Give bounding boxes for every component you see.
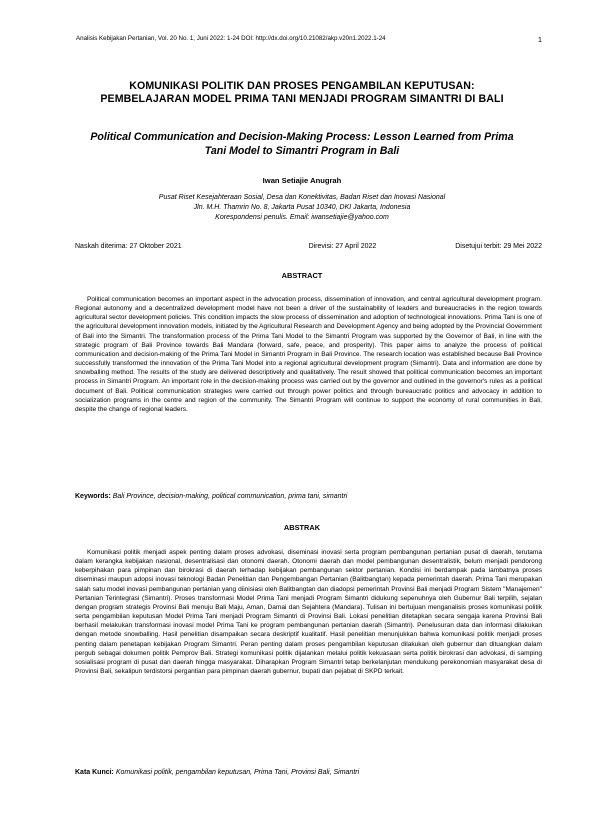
affiliation-address: Jln. M.H. Thamrin No. 8, Jakarta Pusat 10340, DKI Jakarta, Indonesia [193, 204, 411, 211]
paper-title-indonesian: KOMUNIKASI POLITIK DAN PROSES PENGAMBILAN KEPUTUSAN: PEMBELAJARAN MODEL PRIMA TANI MENJADI PROGRAM SIMANTRI DI BALI [100, 80, 504, 105]
abstract-body: Political communication becomes an important aspect in the advocation process, dissemination of innovation, and central agricultural development program. Regional autonomy and a decentralized development model have not been a driver of the sustainability of leaders and bureaucracies in the region towards agricultural sector development policies. This condition impacts the slow process of dissemination and adoption of technological innovations. Prima Tani is one of the agricultural development innovation models, initiated by the Agricultural Research and Development Agency and being adopted by the Provincial Government of Bali into the Simantri. The transformation process of the Prima Tani Model to the Simantri Program was supported by the Governor of Bali, in line with the strategic program of Bali Province towards Bali Mandara (forward, safe, peace, and prosperity). This paper aims to analyze the process of political communication and decision-making of the Prima Tani Model in Simantri Program in Bali Province. The research location was established because Bali Province successfully transformed the innovation of the Prima Tani Model into a regional agricultural development program (Simantri). Data and information are done by snowballing method. The results of the study are delivered descriptively and qualitatively. The result showed that political communication becomes an important process in Simantri Program. An important role in the decision-making process was carried out by the governor and outlined in the governor's rules as a political document of Bali. Political communication strategies were carried out through power politics and through bureaucratic politics and advocacy in addition to socialization programs in the centre and region of the community. The Simantri Program will continue to support the economy of rural communities in Bali, despite the change of regional leaders. [75, 296, 542, 413]
correspondence-email: Korespondensi penulis. Email: iwansetiajie@yahoo.com [215, 214, 389, 221]
keywords-indonesian [75, 769, 542, 776]
abstrak-heading: ABSTRAK [283, 523, 321, 532]
keywords-label: Keywords: [75, 493, 111, 500]
kata-kunci-list: Komunikasi politik, pengambilan keputusan, Prima Tani, Provinsi Bali, Simantri [115, 769, 360, 776]
date-received: Naskah diterima: 27 Oktober 2021 [75, 243, 182, 250]
journal-citation: Analisis Kebijakan Pertanian, Vol. 20 No. 1, Juni 2022: 1-24 DOI: http://dx.doi.org/10.21082/akp.v20n1.2022.1-24 [76, 35, 386, 42]
date-revised: Direvisi: 27 April 2022 [308, 243, 377, 250]
affiliation-institution: Pusat Riset Kesejahteraan Sosial, Desa dan Konektivitas, Badan Riset dan Inovasi Nasional [158, 194, 446, 201]
paper-title-english: Political Communication and Decision-Making Process: Lesson Learned from Prima Tani Model to Simantri Program in Bali [90, 131, 514, 157]
author-name: Iwan Setiajie Anugrah [262, 176, 342, 185]
abstrak-body: Komunikasi politik menjadi aspek penting dalam proses advokasi, diseminasi inovasi serta program pembangunan pertanian pusat di daerah, terutama dalam kerangka kebijakan nasional, desentralisasi dan otonomi daerah. Otonomi daerah dan model pembangunan desentralistik, belum menjadi pendorong keberpihakan para pimpinan dan birokrasi di daerah terhadap kebijakan pembangunan sektor pertanian. Kondisi ini berdampak pada lambatnya proses diseminasi maupun adopsi inovasi teknologi Badan Penelitian dan Pengembangan Pertanian (Balitbangtan) kepada pemerintah daerah. Prima Tani merupakan salah satu model inovasi pembangunan pertanian yang diinisiasi oleh Balitbangtan dan diadopsi pemerintah Provinsi Bali menjadi Program Sistem "Manajemen" Pertanian Terintegrasi (Simantri). Proses transformasi Model Prima Tani menjadi Program Simantri didukung sepenuhnya oleh Gubernur Bali terpilih, sejalan dengan program strategis Provinsi Bali menuju Bali Maju, Aman, Damai dan Sejahtera (Mandara). Tulisan ini bertujuan menganalisis proses komunikasi politik serta pengambilan keputusan Model Prima Tani menjadi Program Simantri di Provinsi Bali. Lokasi penelitian ditetapkan secara sengaja karena Provinsi Bali berhasil melakukan transformasi inovasi model Prima Tani ke program pembangunan pertanian daerah (Simantri). Penelusuran data dan informasi dilakukan dengan metode snowballing. Hasil penelitian disampaikan secara deskriptif kualitatif. Hasil penelitian menunjukkan bahwa komunikasi politik menjadi proses penting dalam penetapan kebijakan Program Simantri. Peran penting dalam proses pengambilan keputusan dilakukan oleh gubernur dan dituangkan dalam pergub sebagai dokumen politik Pemprov Bali. Strategi komunikasi politik dijalankan melalui politik kekuasaan serta politik birokrasi dan advokasi, di samping sosialisasi program di pusat dan daerah hingga masyarakat. Diharapkan Program Simantri tetap berkelanjutan mendukung perekonomian masyarakat desa di Provinsi Bali, sekalipun terdistorsi pergantian para pimpinan daerah gubernur, bupati dan pejabat di SKPD terkait. [75, 549, 542, 676]
running-header [76, 35, 542, 44]
keywords-list: Bali Province, decision-making, political communication, prima tani, simantri [112, 493, 348, 500]
affiliation-block [60, 193, 544, 223]
keywords-english [75, 493, 542, 500]
abstract-heading: ABSTRACT [281, 271, 323, 280]
date-published: Disetujui terbit: 29 Mei 2022 [455, 243, 542, 250]
page-number: 1 [537, 35, 542, 44]
manuscript-dates [75, 243, 542, 250]
kata-kunci-label: Kata Kunci: [75, 769, 114, 776]
